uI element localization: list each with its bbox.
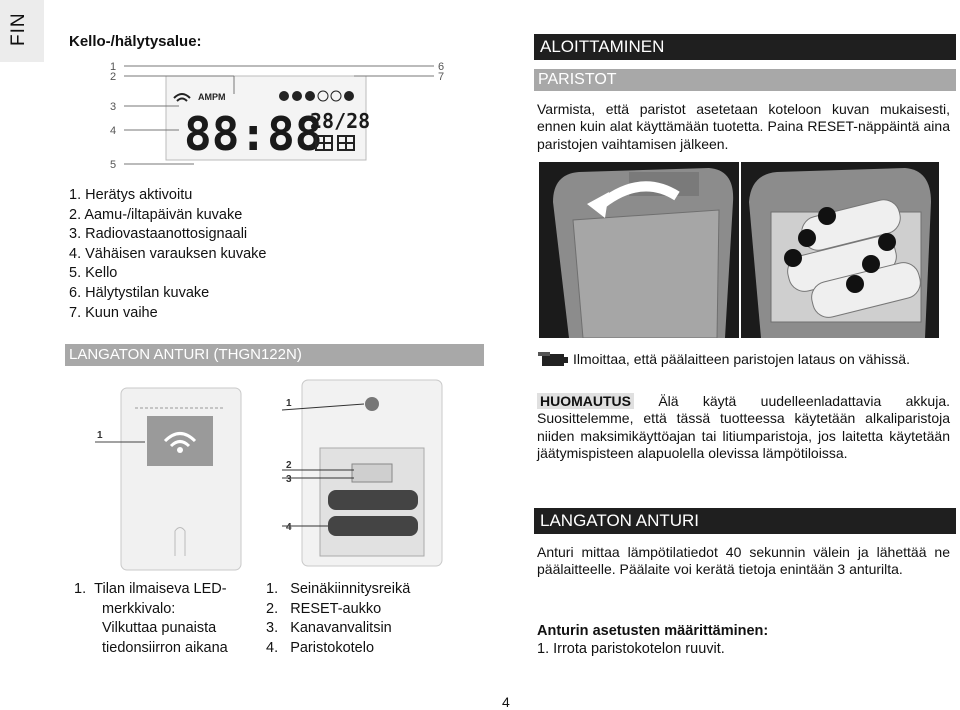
lcd-callout-5: 5: [110, 159, 117, 171]
batteries-subtitle-bar: [534, 69, 956, 91]
back-items-list: [266, 580, 410, 658]
list-item: 1. Herätys aktivoitu: [69, 187, 193, 203]
low-battery-note: Ilmoittaa, että päälaitteen paristojen lataus on vähissä.: [573, 351, 910, 367]
language-tab: [0, 0, 44, 62]
list-num: 1.: [266, 581, 279, 597]
list-item: Vilkuttaa punaista: [102, 620, 217, 637]
battery-icon: [538, 350, 572, 370]
list-item: 2. Aamu-/iltapäivän kuvake: [69, 206, 243, 223]
lcd-diagram: [104, 54, 454, 176]
list-item: 7. Kuun vaihe: [69, 304, 158, 321]
list-item: 6. Hälytystilan kuvake: [69, 284, 210, 301]
back-callout-3: 3: [286, 474, 292, 485]
list-item: Paristokotelo: [290, 639, 375, 656]
back-callout-1: 1: [286, 398, 292, 409]
back-callout-2: 2: [286, 460, 292, 471]
list-num: 2.: [266, 600, 279, 617]
list-item: tiedonsiirron aikana: [102, 639, 228, 656]
clock-items-list: [69, 186, 267, 323]
note-block: [537, 393, 950, 463]
sensor-heading: LANGATON ANTURI (THGN122N): [69, 346, 302, 363]
lcd-callout-1: 1: [110, 61, 117, 73]
wireless-paragraph: Anturi mittaa lämpötilatiedot 40 sekunnin välein ja lähettää ne päälaitteelle. Päälaite voi kerätä tietoja enintään 3 anturilta.: [537, 544, 950, 578]
setup-step-1: 1. Irrota paristokotelon ruuvit.: [537, 641, 725, 657]
list-item: RESET-aukko: [290, 600, 382, 617]
list-item: 5. Kello: [69, 265, 118, 282]
lcd-ampm: AMPM: [198, 92, 226, 102]
lcd-callout-6: 6: [438, 61, 445, 73]
battery-paragraph: Varmista, että paristot asetetaan koteloon kuvan mukaisesti, ennen kuin alat käyttämään tuotetta. Paina RESET-näppäintä aina paristojen vaihtamisen jälkeen.: [537, 101, 950, 152]
list-item: Seinäkiinnitysreikä: [290, 581, 411, 597]
sensor-heading-bar: [65, 344, 484, 366]
note-text: Älä käytä uudelleenladattavia akkuja. Suosittelemme, että tässä tuotteessa käytetään alkaliparistoja niiden maksimikäyttöajan tai litiumparistoja, jos laitetta käytetään jäätymispisteen alapuolella olevissa lämpötiloissa.: [537, 393, 950, 462]
list-item: Kanavanvalitsin: [290, 620, 392, 637]
note-label: HUOMAUTUS: [537, 393, 634, 409]
section-title: ALOITTAMINEN: [540, 37, 665, 56]
list-num: 1.: [74, 581, 87, 597]
setup-heading: Anturin asetusten määrittäminen:: [537, 623, 769, 639]
list-item: 4. Vähäisen varauksen kuvake: [69, 245, 267, 262]
lcd-svg: [104, 54, 454, 176]
battery-compartment-photo: [741, 162, 939, 338]
section-title-bar: [534, 34, 956, 60]
list-item: 3. Radiovastaanottosignaali: [69, 226, 248, 243]
front-callout-1: 1: [97, 430, 103, 441]
back-callout-4: 4: [286, 522, 292, 533]
list-item: Tilan ilmaiseva LED-: [94, 581, 227, 597]
list-num: 4.: [266, 639, 279, 656]
lcd-small-digits: 28/28: [310, 109, 371, 133]
lcd-callout-2: 2: [110, 71, 117, 83]
sensor-front-figure: [95, 386, 255, 572]
wireless-title-bar: [534, 508, 956, 534]
list-num: 3.: [266, 620, 279, 637]
clock-heading: Kello-/hälytysalue:: [69, 33, 202, 50]
wireless-title: LANGATON ANTURI: [540, 511, 700, 530]
language-tab-label: FIN: [8, 12, 29, 46]
lcd-callout-7: 7: [438, 71, 445, 83]
page-number: 4: [502, 694, 510, 710]
lcd-callout-3: 3: [110, 101, 117, 113]
sensor-back-figure: [282, 378, 452, 568]
batteries-subtitle: PARISTOT: [538, 71, 617, 88]
battery-cover-photo: [539, 162, 739, 338]
list-item: merkkivalo:: [102, 600, 176, 617]
lcd-callout-4: 4: [110, 125, 117, 137]
lcd-time: 88:88: [184, 107, 323, 161]
front-items-list: [74, 580, 228, 658]
